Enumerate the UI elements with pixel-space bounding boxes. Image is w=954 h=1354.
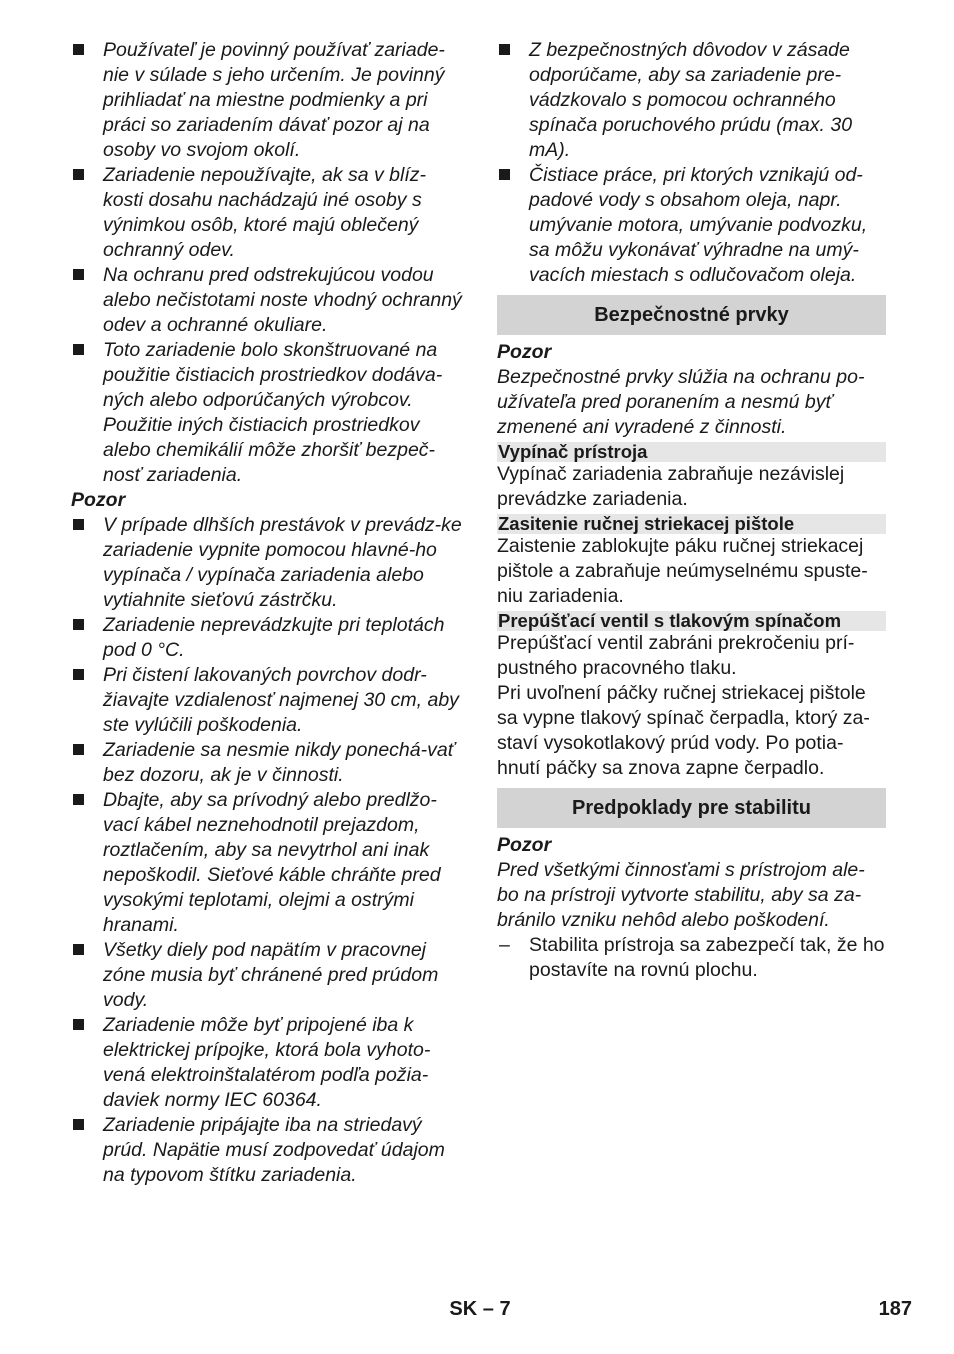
bullet-square-icon (73, 44, 84, 55)
list-item-text: Stabilita prístroja sa zabezpečí tak, že ho postavíte na rovnú plochu. (529, 934, 885, 981)
list-item (71, 938, 463, 1013)
right-bullet-list (497, 38, 886, 288)
pozor-label: Pozor (497, 341, 552, 363)
bullet-square-icon (73, 619, 84, 630)
list-item-text: Toto zariadenie bolo skonštruované na použitie čistiacich prostriedkov dodáva-ných alebo odporúčaných výrobcov. Použitie iných čistiacich prostriedkov alebo chemikálií môže zhoršiť bezpeč-nosť zariadenia. (103, 339, 443, 486)
bullet-square-icon (73, 344, 84, 355)
list-item-text: Zariadenie neprevádzkujte pri teplotách pod 0 °C. (103, 614, 445, 661)
subheading-overflow-valve: Prepúšťací ventil s tlakovým spínačom (497, 611, 886, 631)
list-item (497, 933, 886, 983)
paragraph: Vypínač zariadenia zabraňuje nezávislej prevádzke zariadenia. (497, 463, 845, 510)
list-item-text: Zariadenie nepoužívajte, ak sa v blíz-kosti dosahu nachádzajú iné osoby s výnimkou osôb, ktoré majú oblečený ochranný odev. (103, 164, 427, 261)
list-item-text: Pri čistení lakovaných povrchov dodr-žiavajte vzdialenosť najmenej 30 cm, aby ste vylúčili poškodenia. (103, 664, 459, 736)
bullet-square-icon (73, 744, 84, 755)
left-bullet-list-bottom (71, 513, 463, 1188)
bullet-square-icon (73, 1119, 84, 1130)
subheading-gun-lock: Zasitenie ručnej striekacej pištole (497, 514, 886, 534)
list-item (497, 163, 886, 288)
bullet-square-icon (73, 794, 84, 805)
bullet-square-icon (73, 519, 84, 530)
left-bullet-list-top (71, 38, 463, 488)
bullet-square-icon (73, 269, 84, 280)
list-item-text: Dbajte, aby sa prívodný alebo predlžo-vací kábel neznehodnotil prejazdom, roztlačením, aby sa nevytrhol ani inak nepoškodil. Sieťové káble chráňte pred vysokými teplotami, olejmi a ostrými hranami. (103, 789, 441, 936)
list-item (71, 163, 463, 263)
bullet-square-icon (499, 44, 510, 55)
list-item (71, 513, 463, 613)
list-item (71, 663, 463, 738)
section-heading-safety: Bezpečnostné prvky (497, 295, 886, 335)
pozor-text: Pred všetkými činnosťami s prístrojom ale-bo na prístroji vytvorte stabilitu, aby sa za-bránilo vzniku nehôd alebo poškodení. (497, 859, 865, 931)
list-item (71, 338, 463, 488)
footer-page-number: 187 (878, 1298, 912, 1320)
section-heading-stability: Predpoklady pre stabilitu (497, 788, 886, 828)
list-item-text: Z bezpečnostných dôvodov v zásade odporúčame, aby sa zariadenie pre-vádzkovalo s pomocou ochranného spínača poruchového prúdu (max. 30 mA). (529, 39, 853, 161)
list-item (71, 613, 463, 663)
bullet-square-icon (499, 169, 510, 180)
footer-section-label: SK – 7 (449, 1298, 511, 1320)
list-item-text: Všetky diely pod napätím v pracovnej zóne musia byť chránené pred prúdom vody. (103, 939, 439, 1011)
bullet-square-icon (73, 1019, 84, 1030)
dash-list (497, 933, 886, 983)
list-item-text: V prípade dlhších prestávok v prevádz-ke zariadenie vypnite pomocou hlavné-ho vypínača / vypínača zariadenia alebo vytiahnite sieťovú zástrčku. (103, 514, 462, 611)
bullet-square-icon (73, 169, 84, 180)
list-item (71, 1113, 463, 1188)
bullet-square-icon (73, 944, 84, 955)
bullet-square-icon (73, 669, 84, 680)
paragraph: Pri uvoľnení páčky ručnej striekacej pištole sa vypne tlakový spínač čerpadla, ktorý za-staví vysokotlakový prúd vody. Po potia-hnutí páčky sa znova zapne čerpadlo. (497, 682, 870, 779)
pozor-label: Pozor (71, 489, 126, 511)
list-item (71, 1013, 463, 1113)
list-item-text: Zariadenie sa nesmie nikdy ponechá-vať bez dozoru, ak je v činnosti. (103, 739, 455, 786)
pozor-label: Pozor (497, 834, 552, 856)
right-column (497, 38, 886, 983)
left-column (71, 38, 463, 1188)
paragraph: Prepúšťací ventil zabráni prekročeniu prí-pustného pracovného tlaku. (497, 632, 855, 679)
list-item (71, 263, 463, 338)
list-item-text: Zariadenie pripájajte iba na striedavý prúd. Napätie musí zodpovedať údajom na typovom štítku zariadenia. (103, 1114, 445, 1186)
subheading-device-switch: Vypínač prístroja (497, 442, 886, 462)
dash-bullet-icon: – (499, 934, 510, 956)
list-item (497, 38, 886, 163)
list-item-text: Používateľ je povinný používať zariade-nie v súlade s jeho určením. Je povinný prihliadať na miestne podmienky a pri práci so zariadením dávať pozor aj na osoby vo svojom okolí. (103, 39, 445, 161)
paragraph: Zaistenie zablokujte páku ručnej striekacej pištole a zabraňuje neúmyselnému spuste-niu zariadenia. (497, 535, 868, 607)
list-item (71, 738, 463, 788)
list-item-text: Na ochranu pred odstrekujúcou vodou alebo nečistotami noste vhodný ochranný odev a ochranné okuliare. (103, 264, 462, 336)
list-item-text: Zariadenie môže byť pripojené iba k elektrickej prípojke, ktorá bola vyhoto-vená elektroinštalatérom podľa požia-daviek normy IEC 60364. (103, 1014, 431, 1111)
list-item-text: Čistiace práce, pri ktorých vznikajú od-padové vody s obsahom oleja, napr. umývanie motora, umývanie podvozku, sa môžu vykonávať výhradne na umý-vacích miestach s odlučovačom oleja. (529, 164, 868, 286)
pozor-text: Bezpečnostné prvky slúžia na ochranu po-užívateľa pred poranením a nesmú byť zmenené ani vyradené z činnosti. (497, 366, 865, 438)
list-item (71, 38, 463, 163)
list-item (71, 788, 463, 938)
